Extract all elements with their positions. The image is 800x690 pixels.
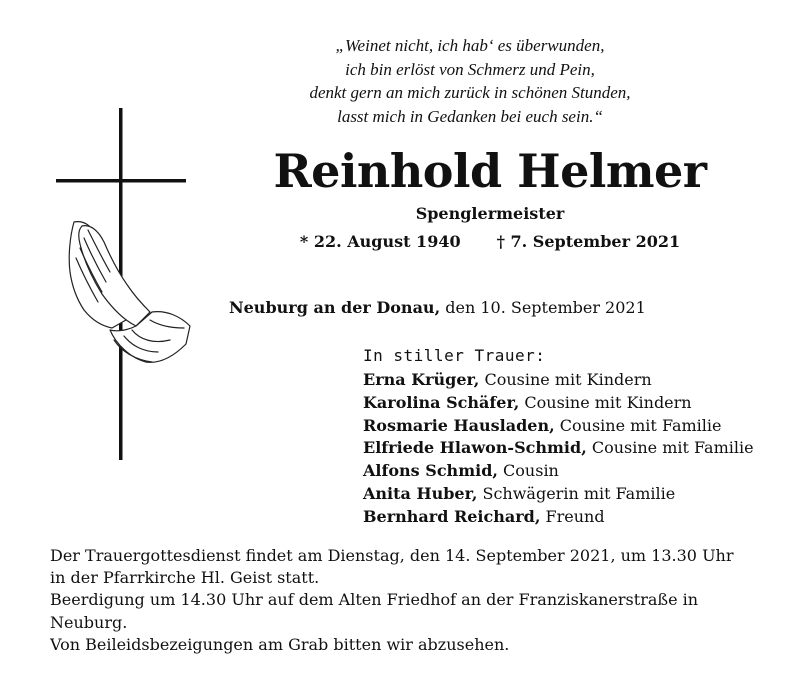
mourner-name: Rosmarie Hausladen, [363, 415, 555, 435]
notice-date: den 10. September 2021 [445, 298, 646, 317]
deceased-profession: Spenglermeister [415, 204, 565, 223]
birth-date: * 22. August 1940 [299, 232, 461, 251]
mourner-name: Erna Krüger, [363, 370, 480, 389]
mourner-relation: Cousine mit Familie [591, 438, 754, 458]
list-item [363, 392, 754, 415]
mourning-heading: In stiller Trauer: [363, 346, 546, 365]
poem-line: „Weinet nicht, ich hab‘ es überwunden, [335, 36, 605, 55]
mourner-relation: Schwägerin mit Familie [482, 483, 676, 503]
mourner-name: Bernhard Reichard, [363, 506, 541, 526]
mourner-name: Anita Huber, [363, 483, 478, 503]
mourner-relation: Cousine mit Kindern [524, 392, 692, 412]
mourner-relation: Cousine mit Familie [559, 415, 722, 435]
mourner-relation: Cousine mit Kindern [484, 370, 652, 389]
list-item [363, 437, 754, 460]
poem-line: ich bin erlöst von Schmerz und Pein, [345, 59, 595, 79]
poem-line: denkt gern an mich zurück in schönen Stunden, [309, 83, 631, 102]
praying-hands-icon [62, 216, 194, 366]
deceased-name: Reinhold Helmer [273, 144, 707, 198]
poem-verse [250, 34, 690, 128]
service-info [50, 545, 770, 656]
list-item [363, 506, 754, 529]
mourner-name: Karolina Schäfer, [363, 392, 520, 412]
poem-line: lasst mich in Gedanken bei euch sein.“ [337, 106, 603, 126]
mourner-name: Alfons Schmid, [363, 461, 498, 481]
list-item [363, 415, 754, 438]
list-item [363, 369, 754, 392]
mourner-relation: Freund [545, 506, 605, 526]
service-line: Von Beileidsbezeigungen am Grab bitten wir abzusehen. [50, 634, 510, 654]
life-dates [250, 231, 730, 253]
list-item [363, 460, 754, 483]
service-line: in der Pfarrkirche Hl. Geist statt. [50, 568, 320, 588]
service-line: Beerdigung um 14.30 Uhr auf dem Alten Friedhof an der Franziskanerstraße in [50, 590, 699, 610]
mourner-name: Elfriede Hlawon-Schmid, [363, 438, 587, 458]
mourners-list [363, 369, 754, 529]
service-line: Der Trauergottesdienst findet am Dienstag, den 14. September 2021, um 13.30 Uhr [50, 546, 734, 565]
service-line: Neuburg. [50, 612, 128, 632]
list-item [363, 483, 754, 506]
place-date-line [229, 297, 646, 319]
death-date: † 7. September 2021 [496, 232, 681, 251]
mourner-relation: Cousin [503, 461, 559, 481]
place: Neuburg an der Donau, [229, 298, 441, 317]
